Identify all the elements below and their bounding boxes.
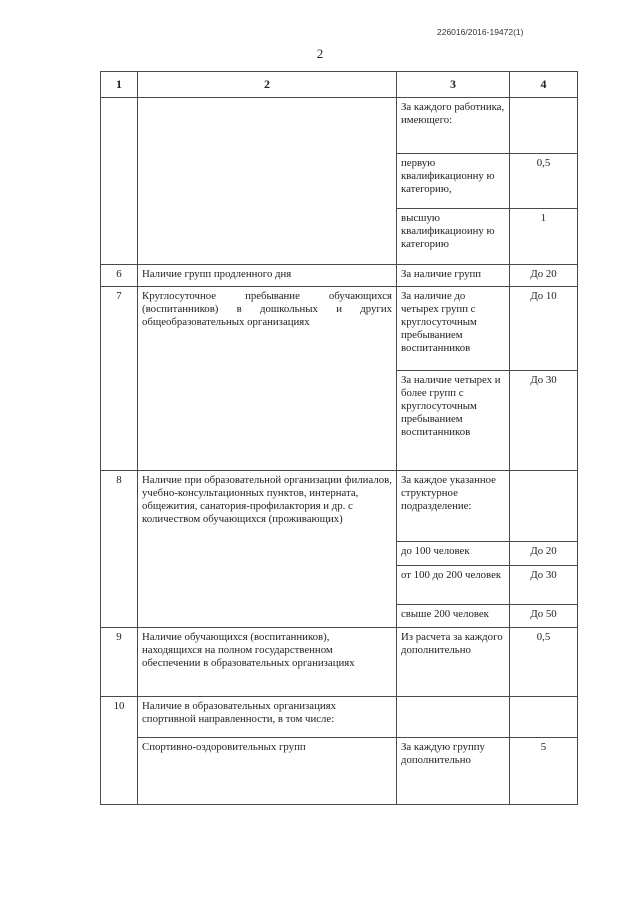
indicator-cell: Спортивно-оздоровительных групп xyxy=(138,738,397,805)
indicator-cell: Наличие при образовательной организации филиалов, учебно-консультационных пунктов, интерната, общежития, санатория-профилактория и др. с количеством обучающихся (проживающих) xyxy=(138,471,397,628)
points-cell: 5 xyxy=(510,738,578,805)
table-row xyxy=(101,738,578,805)
table-row xyxy=(101,628,578,697)
points-cell: До 30 xyxy=(510,371,578,471)
allowance-table xyxy=(100,71,578,805)
document-id: 226016/2016-19472(1) xyxy=(437,27,524,37)
condition-cell: свыше 200 человек xyxy=(397,605,510,628)
indicator-cell: Наличие групп продленного дня xyxy=(138,265,397,287)
row-number-cell: 8 xyxy=(101,471,138,628)
condition-cell: За наличие четырех и более групп с круглосуточным пребыванием воспитанников xyxy=(397,371,510,471)
points-cell: До 30 xyxy=(510,566,578,605)
condition-cell: до 100 человек xyxy=(397,542,510,566)
table-row xyxy=(101,265,578,287)
points-cell: До 20 xyxy=(510,542,578,566)
row-number-cell: 7 xyxy=(101,287,138,471)
condition-cell: За каждого работника, имеющего: xyxy=(397,98,510,154)
points-cell: 1 xyxy=(510,209,578,265)
condition-cell: За каждое указанное структурное подразделение: xyxy=(397,471,510,542)
points-cell: До 10 xyxy=(510,287,578,371)
points-cell xyxy=(510,697,578,738)
points-cell: 0,5 xyxy=(510,154,578,209)
condition-cell: первую квалификационну ю категорию, xyxy=(397,154,510,209)
row-number-cell xyxy=(101,98,138,265)
page-number: 2 xyxy=(316,46,324,61)
condition-cell: За наличие до четырех групп с круглосуточным пребыванием воспитанников xyxy=(397,287,510,371)
table-header-row xyxy=(101,72,578,98)
row-number-cell: 10 xyxy=(101,697,138,805)
condition-cell: от 100 до 200 человек xyxy=(397,566,510,605)
indicator-cell xyxy=(138,98,397,265)
condition-cell: За каждую группу дополнительно xyxy=(397,738,510,805)
table-row xyxy=(101,471,578,542)
indicator-cell: Наличие обучающихся (воспитанников), находящихся на полном государственном обеспечении в образовательных организациях xyxy=(138,628,397,697)
condition-cell: За наличие групп xyxy=(397,265,510,287)
indicator-cell: Круглосуточное пребывание обучающихся (воспитанников) в дошкольных и других общеобразовательных организациях xyxy=(138,287,397,471)
row-number-cell: 6 xyxy=(101,265,138,287)
points-cell xyxy=(510,98,578,154)
condition-cell: высшую квалификациоину ю категорию xyxy=(397,209,510,265)
condition-cell xyxy=(397,697,510,738)
points-cell: 0,5 xyxy=(510,628,578,697)
points-cell: До 20 xyxy=(510,265,578,287)
column-header-4: 4 xyxy=(510,72,578,98)
table-row xyxy=(101,697,578,738)
table-row xyxy=(101,98,578,154)
column-header-1: 1 xyxy=(101,72,138,98)
points-cell: До 50 xyxy=(510,605,578,628)
points-cell xyxy=(510,471,578,542)
table-row xyxy=(101,287,578,371)
column-header-2: 2 xyxy=(138,72,397,98)
column-header-3: 3 xyxy=(397,72,510,98)
indicator-cell: Наличие в образовательных организациях спортивной направленности, в том числе: xyxy=(138,697,397,738)
row-number-cell: 9 xyxy=(101,628,138,697)
condition-cell: Из расчета за каждого дополнительно xyxy=(397,628,510,697)
